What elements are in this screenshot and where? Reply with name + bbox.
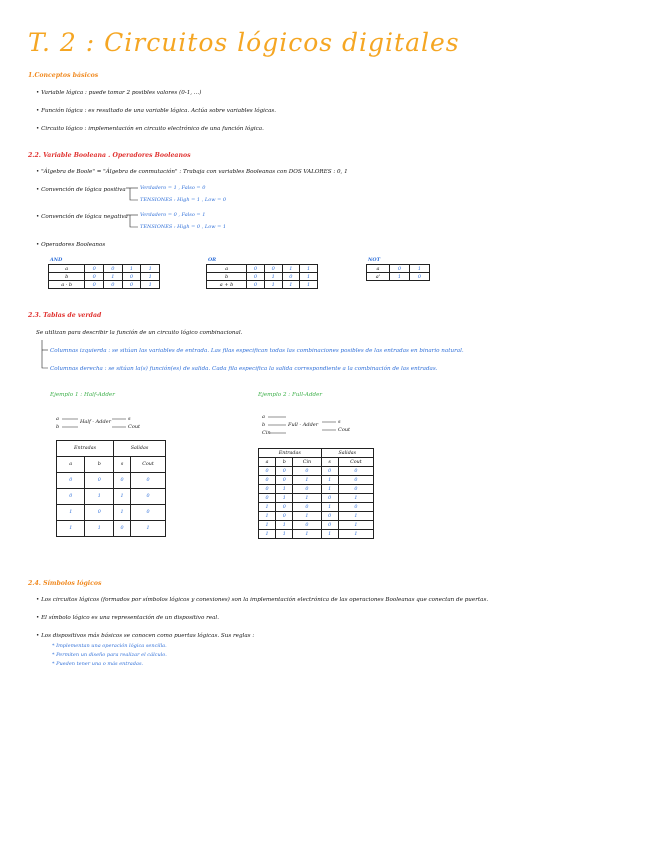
ex2-output-cout: Cout	[338, 427, 351, 433]
half-adder-cell: 0	[85, 473, 114, 489]
s2-operators: • Operadores Booleanos	[36, 242, 106, 248]
full-adder-cell: 0	[338, 467, 373, 476]
ex1-input-a: a	[56, 416, 59, 422]
full-adder-cell: 0	[321, 512, 338, 521]
full-adder-cell: 1	[338, 521, 373, 530]
example-2-title: Ejemplo 2 : Full-Adder	[258, 392, 323, 398]
negative-branch-line	[130, 215, 138, 227]
or-cell: 1	[282, 265, 300, 273]
s4-sub-1: * Implementan una operación lógica sencilla.	[52, 643, 167, 649]
full-adder-column-header: Cin	[293, 458, 321, 467]
or-cell: 0	[247, 273, 265, 281]
and-cell: 0	[122, 273, 141, 281]
full-adder-cell: 0	[338, 476, 373, 485]
s4-item-1: • Los circuitos lógicos (formados por símbolos lógicos y conexiones) son la implementación electrónica de las operaciones Booleanas que conectan de puertas.	[36, 597, 489, 603]
full-adder-cell: 0	[276, 467, 293, 476]
s2-negative-a: Verdadero = 0 , Falso = 1	[140, 212, 206, 218]
full-adder-cell: 1	[338, 494, 373, 503]
half-adder-cell: 0	[131, 473, 166, 489]
page-title: T. 2 : Circuitos lógicos digitales	[28, 28, 460, 57]
s2-negative-label: • Convención de lógica negativa	[36, 214, 128, 220]
half-adder-cell: 1	[85, 489, 114, 505]
or-cell: 1	[264, 273, 282, 281]
or-cell: b	[207, 273, 247, 281]
and-cell: b	[49, 273, 85, 281]
full-adder-cell: 0	[321, 521, 338, 530]
half-adder-cell: 1	[57, 505, 85, 521]
full-adder-cell: 1	[321, 530, 338, 539]
full-adder-cell: 1	[338, 512, 373, 521]
half-adder-column-header: b	[85, 457, 114, 473]
and-cell: 1	[141, 265, 160, 273]
full-adder-cell: 0	[259, 485, 276, 494]
or-cell: 1	[300, 281, 318, 289]
half-adder-cell: 1	[131, 521, 166, 537]
half-adder-cell: 0	[114, 473, 131, 489]
full-adder-cell: 0	[293, 485, 321, 494]
or-cell: 1	[264, 281, 282, 289]
half-adder-header-outputs: Salidas	[114, 441, 166, 457]
or-cell: 0	[264, 265, 282, 273]
and-cell: 1	[104, 273, 123, 281]
full-adder-cell: 1	[293, 512, 321, 521]
full-adder-cell: 0	[276, 476, 293, 485]
half-adder-cell: 1	[114, 489, 131, 505]
full-adder-cell: 0	[259, 494, 276, 503]
not-label: NOT	[368, 257, 381, 263]
s3-item-left: Columnas izquierda : se sitúan las variables de entrada. Las filas especifican todas las combinaciones posibles de las entradas en binario natural.	[50, 348, 464, 354]
full-adder-cell: 1	[321, 485, 338, 494]
or-cell: 1	[282, 281, 300, 289]
half-adder-header-inputs: Entradas	[57, 441, 114, 457]
ex1-block: Half - Adder	[80, 419, 112, 425]
and-cell: 0	[104, 265, 123, 273]
half-adder-cell: 0	[131, 489, 166, 505]
full-adder-cell: 1	[321, 503, 338, 512]
half-adder-cell: 1	[114, 505, 131, 521]
half-adder-cell: 1	[85, 521, 114, 537]
half-adder-cell: 0	[57, 489, 85, 505]
full-adder-column-header: a	[259, 458, 276, 467]
not-cell: 0	[389, 265, 409, 273]
not-cell: 1	[389, 273, 409, 281]
full-adder-cell: 1	[293, 476, 321, 485]
and-cell: 0	[85, 281, 104, 289]
ex2-input-a: a	[262, 414, 265, 420]
s4-item-3: • Los dispositivos más básicos se conocen como puertas lógicas. Sus reglas :	[36, 633, 255, 639]
full-adder-cell: 1	[338, 530, 373, 539]
and-cell: 1	[141, 281, 160, 289]
and-cell: a	[49, 265, 85, 273]
half-adder-column-header: Cout	[131, 457, 166, 473]
not-cell: 0	[409, 273, 429, 281]
half-adder-cell: 0	[85, 505, 114, 521]
half-adder-column-header: a	[57, 457, 85, 473]
full-adder-cell: 1	[276, 530, 293, 539]
ex1-wires	[62, 419, 126, 427]
half-adder-cell: 0	[131, 505, 166, 521]
full-adder-cell: 0	[338, 503, 373, 512]
half-adder-column-header: s	[114, 457, 131, 473]
or-cell: 1	[300, 273, 318, 281]
full-adder-cell: 0	[259, 467, 276, 476]
full-adder-cell: 1	[293, 530, 321, 539]
full-adder-cell: 1	[276, 485, 293, 494]
full-adder-cell: 1	[259, 530, 276, 539]
full-adder-header-outputs: Salidas	[321, 449, 373, 458]
section-3-heading: 2.3. Tablas de verdad	[28, 312, 102, 319]
full-adder-cell: 1	[276, 521, 293, 530]
not-cell: a	[367, 265, 390, 273]
ex2-output-s: s	[338, 419, 341, 425]
or-cell: a + b	[207, 281, 247, 289]
full-adder-cell: 0	[259, 476, 276, 485]
and-cell: 0	[122, 281, 141, 289]
or-cell: 0	[282, 273, 300, 281]
full-adder-cell: 1	[259, 521, 276, 530]
full-adder-cell: 0	[321, 467, 338, 476]
positive-branch-line	[130, 188, 138, 200]
s2-positive-label: • Convención de lógica positiva	[36, 187, 126, 193]
s3-intro: Se utilizan para describir la función de un circuito lógico combinacional.	[36, 330, 243, 336]
ex1-input-b: b	[56, 424, 60, 430]
full-adder-cell: 0	[338, 485, 373, 494]
and-cell: 0	[104, 281, 123, 289]
or-cell: a	[207, 265, 247, 273]
and-cell: a · b	[49, 281, 85, 289]
full-adder-cell: 0	[293, 503, 321, 512]
or-cell: 0	[247, 265, 265, 273]
section-2-heading: 2.2. Variable Booleana . Operadores Booleanos	[28, 152, 191, 159]
full-adder-cell: 0	[321, 494, 338, 503]
full-adder-cell: 1	[259, 503, 276, 512]
s3-item-right: Columnas derecha : se sitúan la(s) función(es) de salida. Cada fila especifica la salida correspondiente a la combinación de las entradas.	[50, 366, 438, 372]
not-cell: a'	[367, 273, 390, 281]
full-adder-cell: 0	[293, 467, 321, 476]
half-adder-cell: 0	[114, 521, 131, 537]
or-cell: 0	[247, 281, 265, 289]
half-adder-cell: 1	[57, 521, 85, 537]
s4-sub-2: * Permiten un diseño para realizar el cálculo.	[52, 652, 167, 658]
s2-algebra: • "Álgebra de Boole" = "Álgebra de conmutación" : Trabaja con variables Booleanas con DOS VALORES : 0, 1	[36, 169, 348, 175]
ex1-output-cout: Cout	[128, 424, 141, 430]
s2-positive-a: Verdadero = 1 , Falso = 0	[140, 185, 206, 191]
full-adder-cell: 1	[321, 476, 338, 485]
full-adder-cell: 1	[293, 494, 321, 503]
s3-bracket	[42, 340, 48, 368]
full-adder-cell: 0	[293, 521, 321, 530]
full-adder-column-header: Cout	[338, 458, 373, 467]
s4-sub-3: * Pueden tener una o más entradas.	[52, 661, 144, 667]
half-adder-cell: 0	[57, 473, 85, 489]
section-4-heading: 2.4. Símbolos lógicos	[28, 580, 102, 587]
and-cell: 1	[122, 265, 141, 273]
full-adder-cell: 0	[276, 512, 293, 521]
ex2-block: Full - Adder	[288, 422, 319, 428]
ex1-output-s: s	[128, 416, 131, 422]
s1-item-2: • Función lógica : es resultado de una variable lógica. Actúa sobre variables lógicas.	[36, 108, 277, 114]
full-adder-column-header: b	[276, 458, 293, 467]
s2-negative-b: TENSIONES : High = 0 , Low = 1	[140, 224, 227, 230]
s1-item-3: • Circuito lógico : implementación en circuito electrónico de una función lógica.	[36, 126, 264, 132]
s4-item-2: • El símbolo lógico es una representación de un dispositivo real.	[36, 615, 219, 621]
full-adder-column-header: s	[321, 458, 338, 467]
section-1-heading: 1.Conceptos básicos	[28, 72, 99, 79]
full-adder-cell: 1	[276, 494, 293, 503]
and-cell: 1	[141, 273, 160, 281]
not-cell: 1	[409, 265, 429, 273]
or-label: OR	[208, 257, 217, 263]
full-adder-header-inputs: Entradas	[259, 449, 322, 458]
s2-positive-b: TENSIONES : High = 1 , Low = 0	[140, 197, 227, 203]
ex2-input-b: b	[262, 422, 266, 428]
s1-item-1: • Variable lógica : puede tomar 2 posibles valores (0-1, ...)	[36, 90, 202, 96]
ex2-input-cin: Cin	[262, 430, 271, 436]
and-cell: 0	[85, 265, 104, 273]
ex2-wires	[268, 417, 336, 433]
full-adder-cell: 1	[259, 512, 276, 521]
and-cell: 0	[85, 273, 104, 281]
full-adder-cell: 0	[276, 503, 293, 512]
example-1-title: Ejemplo 1 : Half-Adder	[50, 392, 115, 398]
or-cell: 1	[300, 265, 318, 273]
and-label: AND	[50, 257, 63, 263]
